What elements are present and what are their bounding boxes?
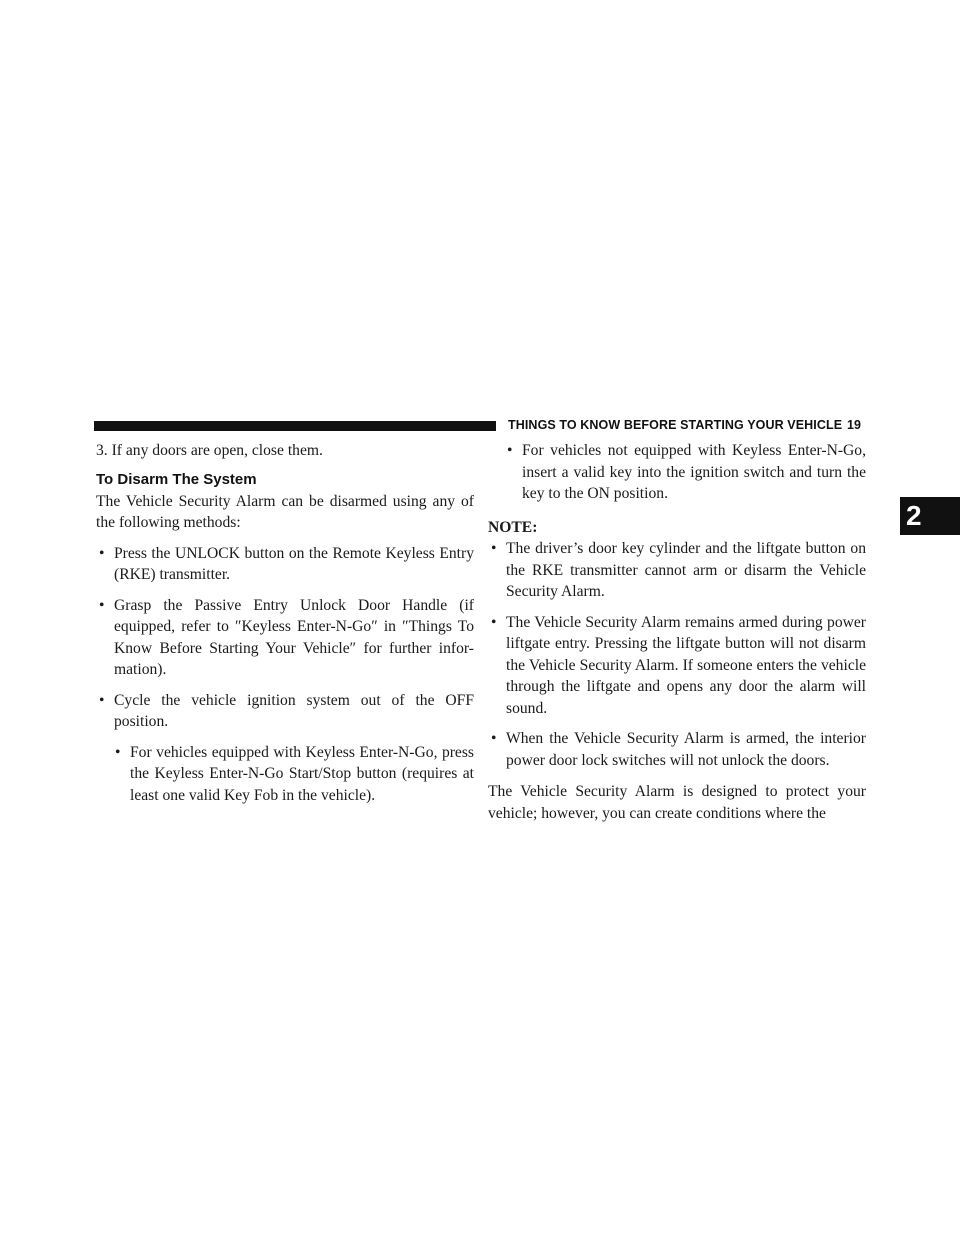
list-item — [96, 595, 474, 681]
list-item — [488, 612, 866, 720]
step-3-text: 3. If any doors are open, close them. — [96, 442, 323, 459]
bullet-text: When the Vehicle Security Alarm is armed, the interior power door lock switches will not unlock the doors. — [506, 730, 866, 769]
list-item — [96, 543, 474, 586]
list-item — [488, 538, 866, 603]
closing-paragraph: The Vehicle Security Alarm is designed to protect your vehicle; however, you can create conditions where the — [488, 783, 866, 822]
note-label: NOTE: — [488, 518, 538, 536]
bullet-text: For vehicles not equipped with Keyless Enter-N-Go, insert a valid key into the ignition switch and turn the key to the ON position. — [522, 442, 866, 502]
bullet-icon: • — [507, 442, 513, 459]
sub-list-item — [112, 742, 474, 807]
left-column — [96, 440, 474, 806]
bullet-icon: • — [491, 613, 497, 631]
bullet-text: Grasp the Passive Entry Unlock Door Handle (if equipped, refer to ″Keyless Enter-N-Go″ in ″Things To Know Before Starting Your Vehicle″ for further infor-mation). — [114, 596, 474, 678]
bullet-text: For vehicles equipped with Keyless Enter-N-Go, press the Keyless Enter-N-Go Start/Stop button (requires at least one valid Key Fob in the vehicle). — [130, 743, 474, 804]
bullet-text: The driver’s door key cylinder and the liftgate button on the RKE transmitter cannot arm or disarm the Vehicle Security Alarm. — [506, 540, 866, 600]
bullet-text: Cycle the vehicle ignition system out of the OFF position. — [114, 691, 474, 730]
sub-list-item — [504, 440, 866, 505]
bullet-icon: • — [99, 596, 105, 614]
intro-paragraph: The Vehicle Security Alarm can be disarmed using any of the following methods: — [96, 492, 474, 531]
bullet-text: The Vehicle Security Alarm remains armed during power liftgate entry. Pressing the liftgate button will not disarm the Vehicle Security Alarm. If someone enters the vehicle through the liftgate and opens any door the alarm will sound. — [506, 613, 866, 717]
bullet-text: Press the UNLOCK button on the Remote Keyless Entry (RKE) transmitter. — [114, 544, 474, 583]
running-header-title: THINGS TO KNOW BEFORE STARTING YOUR VEHICLE — [508, 418, 843, 432]
bullet-icon: • — [99, 544, 105, 562]
chapter-tab: 2 — [900, 497, 960, 535]
header-rule — [94, 421, 496, 431]
bullet-icon: • — [99, 691, 105, 709]
section-heading-disarm: To Disarm The System — [96, 470, 257, 488]
page-number: 19 — [847, 418, 861, 432]
bullet-icon: • — [491, 540, 497, 557]
bullet-icon: • — [491, 730, 497, 747]
list-item — [96, 690, 474, 733]
right-column — [488, 440, 866, 824]
list-item — [488, 728, 866, 771]
bullet-icon: • — [115, 743, 121, 761]
